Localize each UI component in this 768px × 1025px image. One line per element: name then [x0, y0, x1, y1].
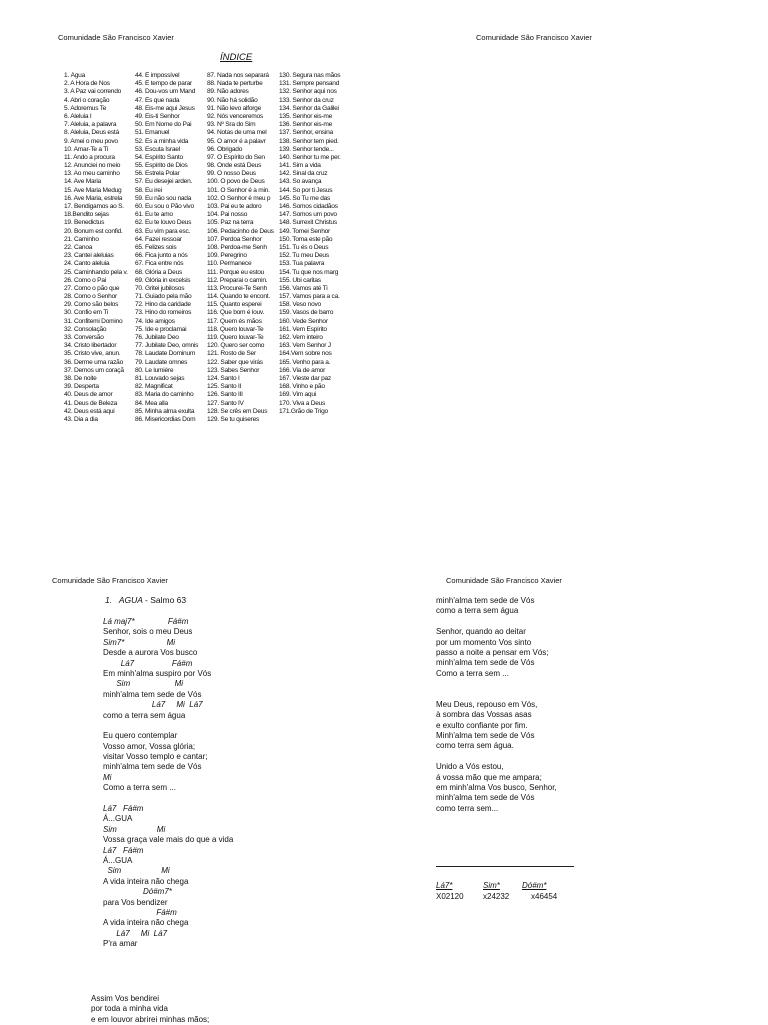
index-entry: 110. Permanece — [207, 260, 252, 268]
index-entry: 135. Senhor eis-me — [279, 112, 333, 120]
index-entry: 4. Abri o coração — [64, 96, 110, 104]
index-entry: 154. Tu que nos marg — [279, 268, 339, 276]
index-entry: 10. Amar-Te a Ti — [64, 145, 109, 153]
index-entry: 53. Escuta Israel — [135, 145, 180, 153]
index-entry: 88. Nada te perturbe — [207, 80, 263, 88]
index-entry: 46. Dou-vos um Mand — [135, 88, 196, 96]
header-right-2: Comunidade São Francisco Xavier — [446, 576, 562, 585]
index-entry: 118. Quero louvar-Te — [207, 325, 264, 333]
index-entry: 139. Senhor tende... — [279, 145, 334, 153]
index-entry: 73. Hino do romeiros — [135, 309, 192, 317]
chord-fingering: x24232 — [483, 892, 510, 901]
index-entry: 39. Desperta — [64, 383, 99, 391]
index-entry: 124. Santo I — [207, 374, 240, 382]
index-entry: 56. Estrela Polar — [135, 170, 180, 178]
index-entry: 116. Que bom é louv. — [207, 309, 265, 317]
index-entry: 72. Hino da caridade — [135, 301, 191, 309]
lyric-line: á vossa mão que me ampara; — [436, 772, 542, 782]
index-entry: 115. Quanto esperei — [207, 301, 262, 309]
index-entry: 114. Quando te encont. — [207, 293, 270, 301]
lyric-line: Vossa graça vale mais do que a vida — [103, 835, 234, 845]
index-entry: 84. Mea alla — [135, 399, 168, 407]
header-right: Comunidade São Francisco Xavier — [476, 33, 592, 42]
index-entry: 76. Jubilate Deo — [135, 334, 179, 341]
index-entry: 136. Senhor eis-me — [279, 121, 333, 129]
index-entry: 171.Grão de Trigo — [279, 407, 328, 415]
index-entry: 38. De noite — [64, 374, 97, 382]
lyric-line: Assim Vos bendirei — [91, 994, 160, 1003]
index-entry: 15. Ave Maria Medug — [64, 186, 122, 194]
index-entry: 36. Derme uma razão — [64, 358, 124, 366]
lyric-line: Senhor, quando ao deitar — [436, 627, 526, 637]
index-entry: 1. Água — [64, 72, 85, 79]
index-entry: 87. Nada nos separará — [207, 72, 269, 79]
index-entry: 83. Maria do caminho — [135, 391, 194, 399]
index-entry: 169. Vim aqui — [279, 391, 316, 399]
song-title — [105, 595, 186, 605]
index-entry: 119. Quero louvar-Te — [207, 334, 264, 341]
index-entry: 153. Tua palavra — [279, 260, 325, 268]
index-entry: 90. Não há solidão — [207, 96, 258, 104]
lyric-line — [436, 690, 557, 700]
chord-fingering: x46454 — [531, 892, 558, 901]
lyric-line: em minh'alma Vos busco, Senhor, — [436, 783, 557, 793]
index-entry: 145. So Tu me das — [279, 194, 331, 202]
index-entry: 163. Vem Senhor J — [279, 342, 331, 350]
header-left: Comunidade São Francisco Xavier — [58, 33, 174, 42]
chord-line: Lá7 Mi Lá7 — [103, 700, 203, 710]
index-entry: 35. Cristo vive, anun. — [64, 350, 121, 358]
chord-reference-2 — [483, 880, 509, 902]
chord-line: Mi — [103, 772, 112, 782]
index-entry: 20. Bonum est confid. — [64, 227, 123, 235]
index-entry: 121. Rosto de Ser — [207, 350, 256, 358]
index-entry: 22. Canoa — [64, 243, 93, 251]
index-entry: 141. Sim a vida — [279, 162, 321, 170]
index-entry: 165. Venho para a. — [279, 358, 331, 366]
index-entry: 128. Se crês em Deus — [207, 407, 268, 415]
index-entry: 47. És que nada — [135, 96, 180, 104]
lyric-line: minh'alma tem sede de Vós — [436, 658, 535, 668]
index-entry: 9. Amei o meu povo — [64, 137, 118, 145]
index-entry: 63. Eu vim para esc. — [135, 227, 191, 235]
index-entry: 109. Peregrino — [207, 252, 247, 260]
index-entry: 57. Eu desejei arden. — [135, 178, 193, 186]
index-column-1 — [64, 72, 144, 424]
index-entry: 131. Sempre pensand — [279, 80, 340, 88]
index-entry: 78. Laudate Dominum — [135, 350, 196, 358]
lyric-line — [103, 794, 233, 804]
lyric-line: minh'alma tem sede de Vós — [436, 596, 535, 605]
index-entry: 133. Senhor da cruz — [279, 96, 334, 104]
index-entry: 130. Segura nas mãos — [279, 72, 341, 79]
lyric-line: Como a terra sem ... — [436, 668, 509, 678]
index-entry: 8. Aleluia, Deus está — [64, 129, 119, 137]
index-entry: 41. Deus de Beleza — [64, 399, 118, 407]
lyric-line: P'ra amar — [103, 939, 138, 949]
index-entry: 52. És a minha vida — [135, 137, 189, 145]
lyric-line — [103, 721, 233, 731]
chord-line: Lá maj7* Fá#m — [103, 617, 189, 626]
index-entry: 16. Ave Maria, estrela — [64, 194, 123, 202]
index-entry: 2. A Hora de Nos — [64, 80, 110, 88]
index-entry: 6. Aleluia I — [64, 112, 92, 120]
index-entry: 170. Viva a Deus — [279, 399, 326, 407]
lyric-line: A vida inteira não chega — [103, 918, 189, 928]
index-column-3 — [207, 72, 278, 424]
index-entry: 12. Anunciei no meio — [64, 162, 121, 170]
index-entry: 168. Vinho e pão — [279, 383, 325, 391]
index-entry: 150. Toma este pão — [279, 235, 333, 243]
index-entry: 55. Espírito de Dios — [135, 162, 188, 170]
index-entry: 45. É tempo de parar — [135, 80, 192, 88]
index-entry: 21. Caminho — [64, 235, 99, 243]
lyric-line: Á...GUA — [103, 855, 133, 865]
chord-line: Sim Mi — [103, 679, 184, 689]
lyric-line: Em minh'alma suspiro por Vós — [103, 668, 212, 678]
index-entry: 49. Eis-ti Senhor — [135, 112, 180, 120]
index-entry: 68. Glória a Deus — [135, 268, 183, 276]
chord-line: Sim Mi — [103, 866, 170, 876]
song-name: AGUA — [118, 595, 143, 605]
lyric-line: como a terra sem água — [436, 606, 519, 616]
lyric-line: e em louvor abrirei minhas mãos; — [91, 1014, 210, 1024]
index-entry: 144. So por ti Jesus — [279, 186, 333, 194]
index-entry: 134. Senhor da Galilei — [279, 104, 339, 112]
chord-name: Dó#m* — [522, 881, 547, 890]
index-entry: 37. Demos um coraçã — [64, 366, 124, 374]
index-entry: 93. Nº Sra do Sim — [207, 121, 256, 129]
index-entry: 59. Eu não sou nada — [135, 194, 192, 202]
index-entry: 5. Adoremus Te — [64, 104, 107, 112]
index-entry: 122. Saber que virás — [207, 358, 263, 366]
lyric-line: Unido a Vós estou, — [436, 762, 504, 772]
index-entry: 96. Obrigado — [207, 145, 243, 153]
index-entry: 123. Sabes Senhor — [207, 366, 260, 374]
lyric-line: Meu Deus, repouso em Vós, — [436, 699, 538, 709]
index-entry: 85. Minha alma exulta — [135, 407, 195, 415]
index-entry: 149. Tomei Senhor — [279, 227, 330, 235]
lyric-line: Como a terra sem ... — [103, 783, 176, 793]
index-entry: 86. Misericordias Dom — [135, 415, 196, 423]
index-entry: 34. Cristo libertador — [64, 342, 117, 350]
index-entry: 65. Felizes sois — [135, 243, 177, 251]
index-entry: 159. Vasos de barro — [279, 309, 334, 317]
index-title: ÍNDICE — [220, 52, 253, 63]
lyric-line: como terra sem... — [436, 803, 499, 813]
index-entry: 95. O amor é a palavr — [207, 137, 266, 145]
index-entry: 29. Como são belos — [64, 301, 119, 309]
index-entry: 3. A Paz vai correndo — [64, 88, 122, 96]
index-entry: 14. Ave Maria — [64, 178, 101, 186]
index-entry: 104. Pai nosso — [207, 211, 248, 219]
index-entry: 51. Emanuel — [135, 129, 170, 137]
index-entry: 120. Quero ser como — [207, 342, 265, 350]
chord-reference-3 — [522, 880, 557, 902]
lyric-line: Minh'alma tem sede de Vós — [436, 731, 535, 741]
index-entry: 138. Senhor tem pied. — [279, 137, 339, 145]
index-entry: 98. Onde está Deus — [207, 162, 262, 170]
lyric-line: para Vos bendizer — [103, 897, 168, 907]
index-entry: 11. Ando a procura — [64, 153, 115, 161]
song-bottom-verse — [91, 994, 209, 1025]
index-entry: 126. Santo III — [207, 391, 243, 399]
index-entry: 79. Laudate omnes — [135, 358, 188, 366]
lyric-line: e exulto confiante por fim. — [436, 720, 528, 730]
chord-reference-1 — [436, 880, 464, 902]
index-entry: 137. Senhor, ensina — [279, 129, 333, 137]
index-entry: 113. Procurei-Te Senh — [207, 284, 267, 292]
index-entry: 42. Deus está aqui — [64, 407, 115, 415]
index-entry: 30. Confio em Ti — [64, 309, 109, 317]
index-entry: 161. Vem Espírito — [279, 325, 327, 333]
lyric-line: Senhor, sois o meu Deus — [103, 627, 193, 637]
index-entry: 75. Ide e proclamai — [135, 325, 187, 333]
lyric-line: Vosso amor, Vossa glória; — [103, 741, 196, 751]
header-left-2: Comunidade São Francisco Xavier — [52, 576, 168, 585]
lyric-line: minh'alma tem sede de Vós — [436, 793, 535, 803]
index-entry: 50. Em Nome do Pai — [135, 121, 192, 129]
chord-line: Lá7 Fá#m — [103, 845, 144, 855]
index-entry: 160. Vede Senhor — [279, 317, 328, 325]
index-entry: 91. Não levo alforge — [207, 104, 262, 112]
index-entry: 43. Dia a dia — [64, 415, 98, 423]
chord-line: Fá#m — [103, 907, 177, 917]
index-entry: 18.Bendito sejas — [64, 211, 109, 219]
index-entry: 19. Benedictus — [64, 219, 105, 227]
index-entry: 164.Vem sobre nos — [279, 350, 332, 358]
lyric-line: como a terra sem água — [103, 710, 186, 720]
lyric-line: Á...GUA — [103, 814, 133, 824]
index-entry: 146. Somos cidadãos — [279, 203, 338, 210]
song-subtitle: - Salmo 63 — [145, 595, 187, 605]
index-entry: 148. Surrexit Christus — [279, 219, 337, 227]
lyric-line: como terra sem água. — [436, 741, 514, 751]
index-entry: 97. O Espírito do Sen — [207, 153, 265, 161]
chord-line: Sim7* Mi — [103, 637, 176, 647]
index-entry: 94. Notas de uma mel — [207, 129, 267, 137]
lyric-line: Eu quero contemplar — [103, 731, 178, 741]
index-entry: 89. Não adores — [207, 88, 249, 96]
index-entry: 129. Se tu quiseres — [207, 415, 260, 423]
index-entry: 13. Ao meu caminho — [64, 170, 120, 178]
index-entry: 67. Fica entre nós — [135, 260, 184, 268]
index-entry: 102. O Senhor é meu p — [207, 194, 271, 202]
index-entry: 99. O nosso Deus — [207, 170, 256, 178]
index-entry: 111. Porque eu estou — [207, 268, 265, 276]
index-entry: 143. So avança — [279, 178, 322, 186]
lyric-line: por toda a minha vida — [91, 1004, 168, 1014]
index-entry: 27. Como o pão que — [64, 284, 120, 292]
index-entry: 156. Vamos até Ti — [279, 284, 328, 292]
lyric-line: Desde a aurora Vos busco — [103, 648, 198, 658]
index-entry: 125. Santo II — [207, 383, 242, 391]
chord-line: Lá7 Mi Lá7 — [103, 928, 168, 938]
lyric-line: por um momento Vos sinto — [436, 637, 532, 647]
index-entry: 147. Somos um povo — [279, 211, 337, 219]
lyric-line: visitar Vosso templo e cantar; — [103, 752, 208, 762]
index-entry: 7. Aleluia, a palavra — [64, 121, 117, 129]
index-entry: 151. Tu és o Deus — [279, 243, 329, 251]
index-entry: 155. Ubi caritas — [279, 276, 321, 284]
index-entry: 25. Caminhando pela v. — [64, 268, 128, 276]
index-entry: 61. Eu te amo — [135, 211, 173, 219]
index-entry: 162. Vem inteiro — [279, 334, 323, 341]
index-entry: 140. Senhor tu me per. — [279, 153, 341, 161]
index-entry: 112. Preparai o camin. — [207, 276, 268, 284]
chord-name: Lá7* — [436, 881, 453, 890]
index-entry: 100. O povo de Deus — [207, 178, 265, 186]
index-entry: 24. Canto aleluia — [64, 260, 110, 268]
chord-fingering: X02120 — [436, 892, 464, 901]
chord-line: Lá7 Fá#m — [103, 804, 144, 814]
lyric-line: A vida inteira não chega — [103, 876, 189, 886]
index-entry: 117. Quem és mãos — [207, 317, 262, 325]
index-entry: 62. Eu te louvo Deus — [135, 219, 192, 227]
index-entry: 64. Fazei ressoar — [135, 235, 182, 243]
chord-line: Dó#m7* — [103, 887, 172, 897]
index-entry: 28. Como o Senhor — [64, 293, 117, 301]
index-entry: 60. Eu sou o Pão vivo — [135, 203, 194, 210]
chord-line: Lá7 Fá#m — [103, 658, 193, 668]
chord-line: Sim Mi — [103, 824, 166, 834]
index-entry: 44. É impossível — [135, 72, 180, 79]
index-entry: 70. Gritei jubilosos — [135, 284, 185, 292]
index-entry: 152. Tu meu Deus — [279, 252, 329, 260]
lyric-line: à sombra das Vossas asas — [436, 710, 532, 720]
index-entry: 32. Consolação — [64, 325, 107, 333]
index-entry: 74. Ide amigos — [135, 317, 175, 325]
index-entry: 58. Eu irei — [135, 186, 162, 194]
index-entry: 166. Via de amor — [279, 366, 326, 374]
index-entry: 127. Santo IV — [207, 399, 244, 407]
song-right-column — [436, 596, 557, 814]
index-entry: 101. O Senhor é a min. — [207, 186, 270, 194]
index-entry: 69. Glória in excelsis — [135, 276, 191, 284]
index-entry: 54. Espírito Santo — [135, 153, 183, 161]
index-entry: 66. Fica junto a nós — [135, 252, 188, 260]
divider-line — [436, 866, 574, 867]
index-entry: 157. Vamos para a ca. — [279, 293, 340, 301]
index-entry: 33. Conversão — [64, 334, 104, 341]
index-column-2 — [135, 72, 205, 424]
lyric-line — [436, 617, 557, 627]
index-entry: 92. Nós venceremos — [207, 112, 263, 120]
lyric-line: minh'alma tem sede de Vós — [103, 689, 202, 699]
index-entry: 103. Pai eu te adoro — [207, 203, 262, 210]
song-left-column — [103, 617, 233, 950]
lyric-line: minh'alma tem sede de Vós — [103, 762, 202, 772]
index-entry: 77. Jubilate Deo, omnis — [135, 342, 199, 350]
lyric-line: passo a noite a pensar em Vós; — [436, 647, 549, 657]
index-entry: 167. Vieste dar paz — [279, 374, 331, 382]
index-entry: 158. Veso novo — [279, 301, 321, 309]
song-number: 1. — [105, 595, 113, 605]
lyric-line — [436, 752, 557, 762]
index-entry: 40. Deus de amor — [64, 391, 113, 399]
index-entry: 31. Confitemi Domino — [64, 317, 123, 325]
index-entry: 105. Paz na terra — [207, 219, 254, 227]
chord-name: Sim* — [483, 881, 500, 890]
index-entry: 108. Perdoa-me Senh — [207, 243, 267, 251]
index-entry: 80. Le lumiére — [135, 366, 174, 374]
index-entry: 26. Como o Pai — [64, 276, 106, 284]
index-entry: 132. Senhor aqui nos — [279, 88, 337, 96]
index-entry: 23. Cantei aleluias — [64, 252, 114, 260]
index-entry: 17. Bendigamos ao S. — [64, 203, 124, 210]
index-entry: 106. Pedacinho de Deus — [207, 227, 274, 235]
index-entry: 71. Guiado pela mão — [135, 293, 192, 301]
index-entry: 142. Sinal da cruz — [279, 170, 328, 178]
index-entry: 48. Eis-me aqui Jesus — [135, 104, 195, 112]
index-entry: 107. Perdoa Senhor — [207, 235, 262, 243]
lyric-line — [436, 679, 557, 689]
index-column-4 — [279, 72, 351, 416]
index-entry: 82. Magnificat — [135, 383, 173, 391]
index-entry: 81. Louvado sejas — [135, 374, 185, 382]
